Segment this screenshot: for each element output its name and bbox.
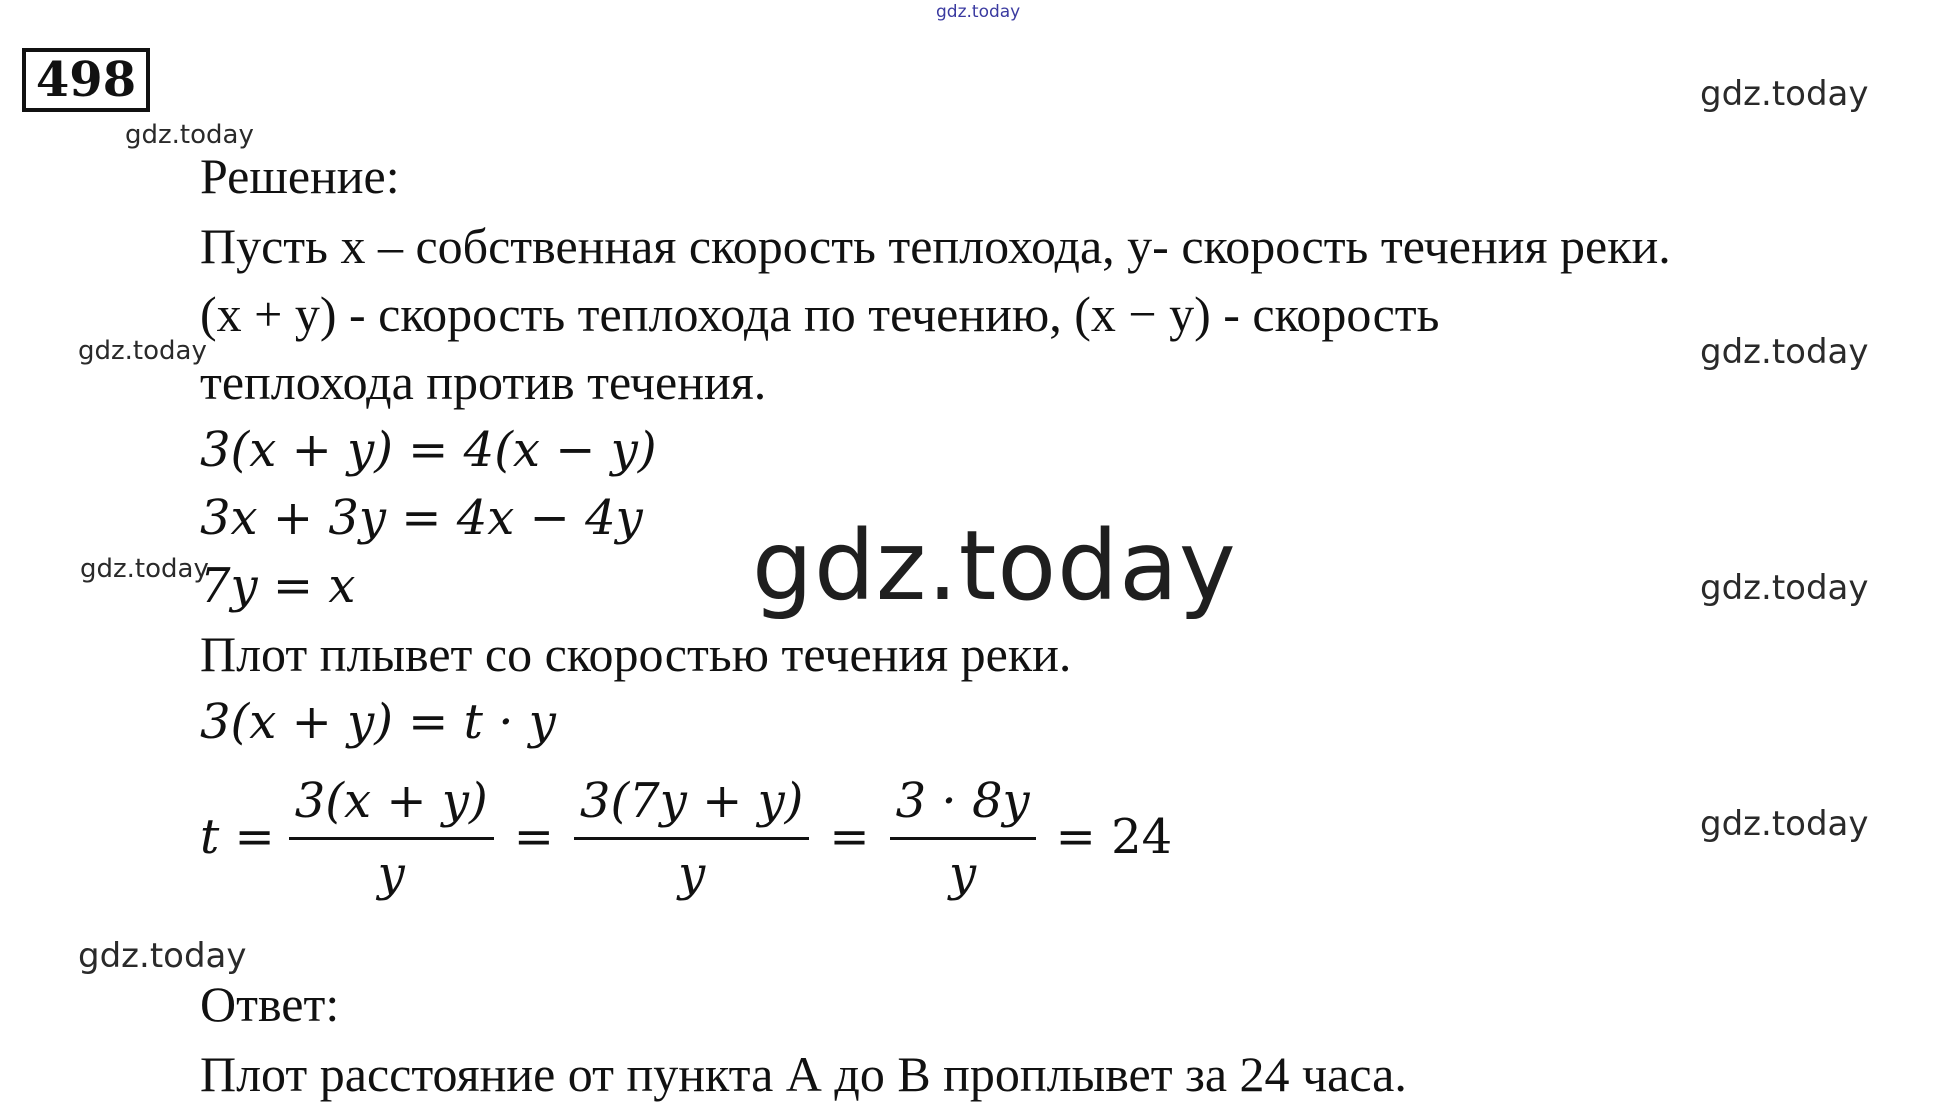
watermark: gdz.today (78, 336, 207, 366)
watermark: gdz.today (1700, 74, 1869, 114)
watermark: gdz.today (1700, 568, 1869, 608)
fraction-2-numerator: 3(7y + y) (574, 773, 810, 840)
watermark: gdz.today (1700, 804, 1869, 844)
watermark: gdz.today (78, 936, 247, 976)
watermark: gdz.today (125, 120, 254, 150)
fraction-3 (890, 773, 1036, 902)
answer-text: Плот расстояние от пункта А до В проплывет за 24 часа. (200, 1046, 1407, 1102)
equals-sign: = (513, 809, 554, 865)
solution-line-1: Пусть x – собственная скорость теплохода, y- скорость течения реки. (200, 218, 1671, 274)
equation-3: 7y = x (200, 558, 356, 614)
solution-line-2: (x + y) - скорость теплохода по течению, (x − y) - скорость (200, 286, 1440, 342)
equation-5-lhs: t = (200, 809, 275, 865)
watermark-top: gdz.today (936, 2, 1021, 22)
solution-heading: Решение: (200, 148, 400, 204)
fraction-1 (289, 773, 494, 902)
watermark-large: gdz.today (752, 510, 1237, 622)
problem-number: 498 (22, 48, 150, 112)
solution-line-3: теплохода против течения. (200, 354, 767, 410)
fraction-1-denominator: y (377, 845, 405, 902)
fraction-3-denominator: y (949, 845, 977, 902)
equation-1: 3(x + y) = 4(x − y) (200, 422, 657, 478)
equation-4: 3(x + y) = t · y (200, 694, 556, 750)
solution-line-4: Плот плывет со скоростью течения реки. (200, 626, 1072, 682)
equation-2: 3x + 3y = 4x − 4y (200, 490, 643, 546)
equals-sign: = (829, 809, 870, 865)
watermark: gdz.today (80, 554, 209, 584)
fraction-1-numerator: 3(x + y) (289, 773, 494, 840)
equation-5 (200, 762, 1178, 912)
answer-heading: Ответ: (200, 976, 340, 1032)
watermark: gdz.today (1700, 332, 1869, 372)
fraction-2-denominator: y (678, 845, 706, 902)
equation-5-result: = 24 (1055, 809, 1173, 865)
fraction-3-numerator: 3 · 8y (890, 773, 1036, 840)
fraction-2 (574, 773, 810, 902)
